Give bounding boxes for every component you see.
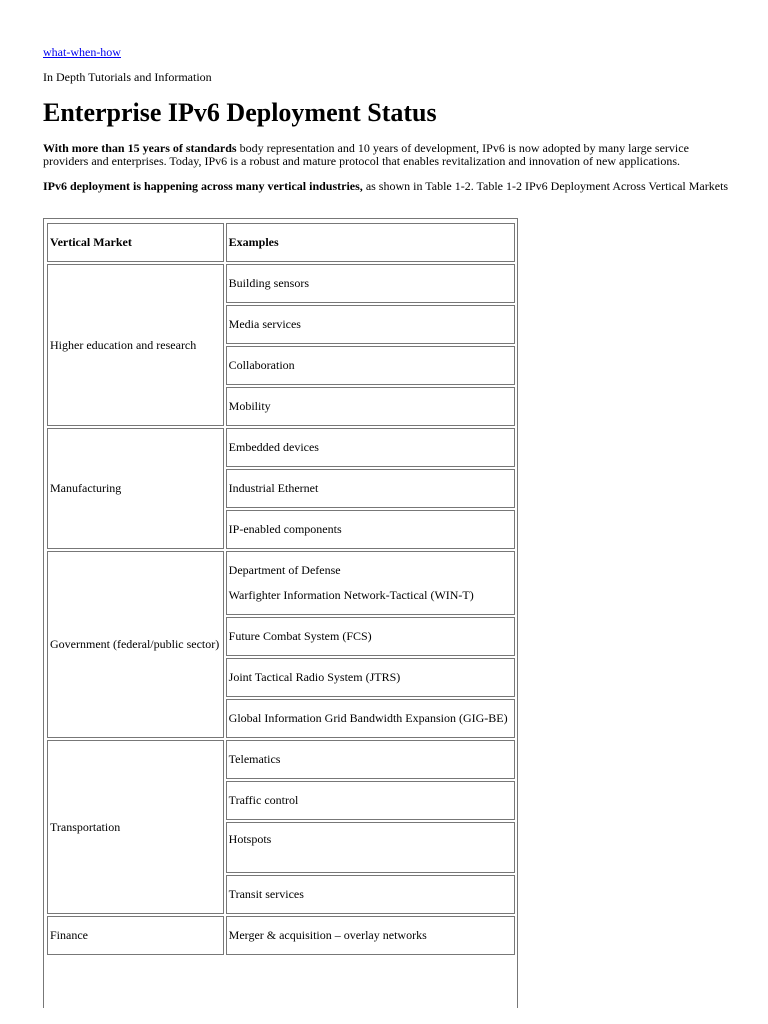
example-cell: Traffic control xyxy=(226,781,515,820)
header-examples: Examples xyxy=(226,223,515,262)
example-cell: Transit services xyxy=(226,875,515,914)
site-tagline: In Depth Tutorials and Information xyxy=(43,70,212,84)
deployment-table-container xyxy=(43,218,518,1008)
deployment-paragraph xyxy=(43,180,733,193)
example-cell: Industrial Ethernet xyxy=(226,469,515,508)
intro-paragraph xyxy=(43,142,733,168)
example-line: Warfighter Information Network-Tactical (WIN-T) xyxy=(228,588,474,602)
example-cell xyxy=(226,551,515,615)
example-cell: Building sensors xyxy=(226,264,515,303)
market-cell: Government (federal/public sector) xyxy=(47,551,224,738)
example-cell: Hotspots xyxy=(226,822,515,873)
intro-text: body representation and 10 years of development, IPv6 is now adopted by many large service providers and enterprises. Today, IPv6 is a robust and mature protocol that enables revitalization and innovation of new applications. xyxy=(43,141,689,168)
example-cell: Embedded devices xyxy=(226,428,515,467)
example-cell: Mobility xyxy=(226,387,515,426)
table-header-row xyxy=(47,223,515,262)
example-cell: Joint Tactical Radio System (JTRS) xyxy=(226,658,515,697)
page-title: Enterprise IPv6 Deployment Status xyxy=(43,98,437,127)
market-cell: Transportation xyxy=(47,740,224,914)
table-row xyxy=(47,264,515,303)
example-cell: Future Combat System (FCS) xyxy=(226,617,515,656)
market-cell: Higher education and research xyxy=(47,264,224,426)
example-cell: Merger & acquisition – overlay networks xyxy=(226,916,515,955)
table-row xyxy=(47,428,515,467)
header-vertical-market: Vertical Market xyxy=(47,223,224,262)
table-row xyxy=(47,740,515,779)
deployment-table xyxy=(45,221,517,957)
table-row xyxy=(47,916,515,955)
example-cell: Media services xyxy=(226,305,515,344)
table-row xyxy=(47,551,515,615)
example-cell: Telematics xyxy=(226,740,515,779)
example-cell: Collaboration xyxy=(226,346,515,385)
deployment-text: as shown in Table 1-2. Table 1-2 IPv6 Deployment Across Vertical Markets xyxy=(362,179,729,193)
market-cell: Manufacturing xyxy=(47,428,224,549)
intro-bold: With more than 15 years of standards xyxy=(43,141,237,155)
deployment-bold: IPv6 deployment is happening across many vertical industries, xyxy=(43,179,363,193)
site-link[interactable]: what-when-how xyxy=(43,45,121,59)
example-cell: Global Information Grid Bandwidth Expansion (GIG-BE) xyxy=(226,699,515,738)
example-line: Department of Defense xyxy=(228,563,341,577)
market-cell: Finance xyxy=(47,916,224,955)
example-cell: IP-enabled components xyxy=(226,510,515,549)
